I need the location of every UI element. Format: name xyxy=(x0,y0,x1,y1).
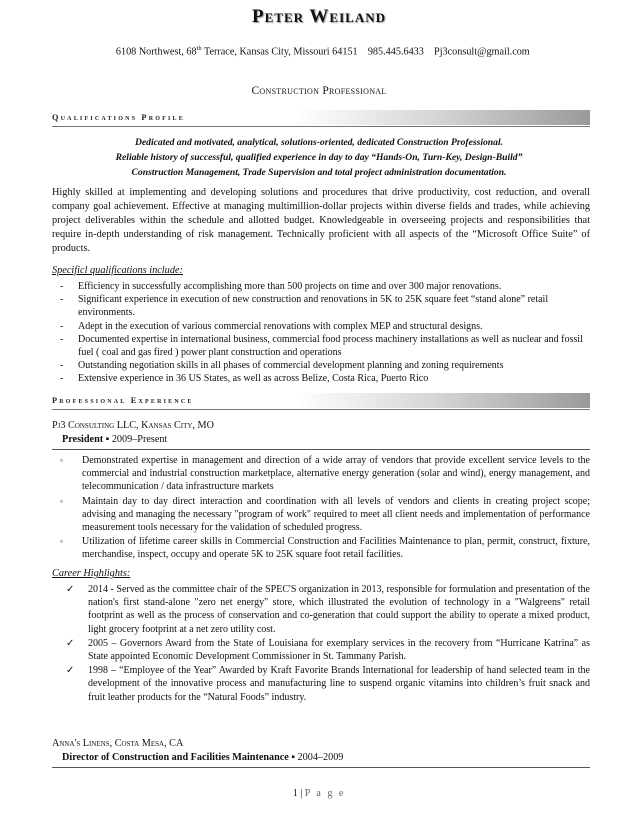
page-label: P a g e xyxy=(304,788,346,799)
list-item xyxy=(52,372,590,385)
checkmark-icon: ✓ xyxy=(66,584,75,595)
section-heading-experience: Professional Experience xyxy=(52,396,194,405)
list-item-text: 2005 – Governors Award from the State of Louisiana for exemplary services in the recovery from “Hurricane Katrina” as State appointed Economic Development Commissioner in St. Tammany Parish. xyxy=(88,637,590,663)
list-item xyxy=(52,320,590,333)
square-bullet-icon: ▫ xyxy=(60,496,63,506)
summary-line: Reliable history of successful, qualified experience in day to day “Hands-On, Turn-Key, Design-Build” xyxy=(115,152,523,163)
dash-marker: - xyxy=(60,281,64,292)
candidate-name: Peter Weiland xyxy=(252,6,386,27)
dash-marker: - xyxy=(60,333,64,345)
list-item xyxy=(52,664,590,704)
professional-role: Construction Professional xyxy=(251,85,387,97)
dash-marker: - xyxy=(60,373,64,385)
qualifications-list xyxy=(52,280,590,386)
summary-line: Construction Management, Trade Supervision and total project administration documentation. xyxy=(131,167,507,178)
list-item-text: 2014 - Served as the committee chair of the SPEC'S organization in 2013, responsible for formulation and presentation of the nation's first stand-alone "zero net energy" store, which illustrated the evolution of technology in a "Walgreens" retail footprint as well as the process of conservation and co-generation that could support the ability to operate a mixed product, light grocery footprint at a net zero utility cost. xyxy=(88,584,590,635)
career-highlights-list xyxy=(52,583,590,705)
dash-marker: - xyxy=(60,320,64,332)
company-name: Pj3 Consulting LLC, Kansas City, MO xyxy=(52,420,214,431)
list-item-text: Outstanding negotiation skills in all phases of commercial development planning and zoning requirements xyxy=(78,360,504,372)
job-divider xyxy=(52,767,590,768)
job-dates: ▪ 2004–2009 xyxy=(288,752,344,763)
summary-line: Dedicated and motivated, analytical, solutions-oriented, dedicated Construction Professional. xyxy=(134,137,504,148)
list-item-text: Demonstrated expertise in management and direction of a wide array of vendors that provide excellent service levels to the commercial and industrial construction marketplace, alternative energy generation (solar and wind), energy management, and telecommunication / data infrastructure markets xyxy=(82,455,590,493)
footer-separator: | xyxy=(297,788,305,799)
list-item xyxy=(52,535,590,561)
dash-marker: - xyxy=(60,360,64,372)
contact-line xyxy=(0,45,638,57)
list-item-text: 1998 – “Employee of the Year” Awarded by Kraft Favorite Brands International for leadership of hand selected team in the development of the innovative process and manufacturing line to suspend organic vitamins into children’s fruit snack and fruit leather products for the “Natural Foods” industry. xyxy=(88,665,590,703)
summary-statement xyxy=(62,135,576,180)
list-item-text: Significant experience in execution of new construction and renovations in 5K to 25K square feet “stand alone” retail environments. xyxy=(78,294,549,319)
square-bullet-icon: ▫ xyxy=(60,537,63,547)
profile-paragraph: Highly skilled at implementing and developing solutions and procedures that drive productivity, cost reduction, and overall company goal achievement. Effective at managing multimillion-dollar projects within diverse fields and trades, while achieving project deliverables within the schedule and allotted budget. Knowledgeable in overseeing projects and responsibilities that require in-depth understanding of risk management. Technically proficient with all aspects of the “Microsoft Office Suite” of products. xyxy=(52,187,590,254)
list-item-text: Extensive experience in 36 US States, as well as across Belize, Costa Rica, Puerto Rico xyxy=(78,373,429,385)
contact-address-rest: Terrace, Kansas City, Missouri 64151 985.445.6433 Pj3consult@gmail.com xyxy=(201,46,530,58)
list-item xyxy=(52,359,590,372)
job-dates: ▪ 2009–Present xyxy=(103,434,168,445)
square-bullet-icon: ▫ xyxy=(60,456,63,465)
list-item xyxy=(52,454,590,494)
job-responsibilities-list xyxy=(52,454,590,563)
checkmark-icon: ✓ xyxy=(66,637,75,649)
list-item-text: Documented expertise in international business, commercial food process machinery installations as well as nuclear and fossil fuel ( coal and gas fired ) power plant construction and operations xyxy=(78,333,583,359)
list-item-text: Utilization of lifetime career skills in Commercial Construction and Facilities Maintenance to plan, permit, construct, fixture, merchandise, inspect, occupy and operate 5K to 25K square foot retail facilities. xyxy=(82,536,590,561)
page-footer xyxy=(0,788,638,799)
list-item xyxy=(52,280,590,293)
list-item xyxy=(52,495,590,535)
job-title xyxy=(62,752,343,763)
contact-ordinal-suffix: th xyxy=(196,45,202,52)
job-divider xyxy=(52,449,590,450)
list-item xyxy=(52,637,590,663)
section-heading-qualifications: Qualifications Profile xyxy=(52,113,185,122)
list-item xyxy=(52,333,590,359)
contact-address-start: 6108 Northwest, 68 xyxy=(108,46,197,58)
dash-marker: - xyxy=(60,294,64,306)
section-bar-qualifications xyxy=(52,110,590,125)
section-rule xyxy=(52,409,590,410)
section-bar-experience xyxy=(52,393,590,408)
list-item xyxy=(52,583,590,636)
company-name: Anna's Linens, Costa Mesa, CA xyxy=(52,738,184,749)
section-rule xyxy=(52,126,590,127)
page-number: 1 xyxy=(292,788,298,799)
career-highlights-heading: Career Highlights: xyxy=(52,568,131,579)
list-item-text: Adept in the execution of various commercial renovations with complex MEP and structural designs. xyxy=(78,320,483,332)
list-item xyxy=(52,293,590,319)
job-title-text: President xyxy=(62,434,104,445)
checkmark-icon: ✓ xyxy=(66,665,75,677)
list-item-text: Efficiency in successfully accomplishing more than 500 projects on time and over 300 major renovations. xyxy=(78,281,502,292)
specific-qualifications-heading: Specificl qualifications include: xyxy=(52,265,183,276)
job-title xyxy=(62,434,167,445)
job-title-text: Director of Construction and Facilities Maintenance xyxy=(62,752,289,763)
list-item-text: Maintain day to day direct interaction and coordination with all levels of vendors and clients in creating project scope; advising and managing the necessary "program of work" required to meet all client needs and implementation of performance measurement tools necessary for the validation of scheduled progress. xyxy=(82,495,590,534)
